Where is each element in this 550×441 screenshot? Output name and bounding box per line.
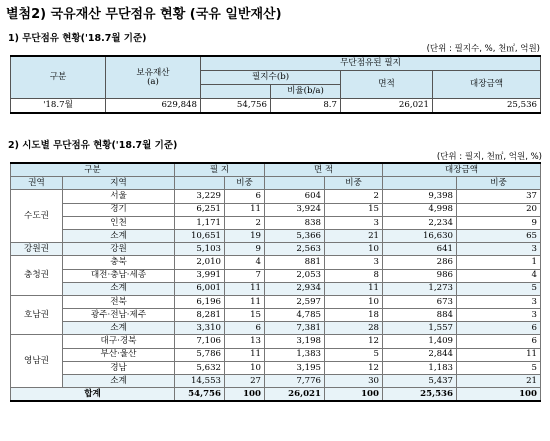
table-row: 강원권 강원 5,103 9 2,563 10 641 3 — [11, 243, 541, 256]
zone-label: 수도권 — [11, 190, 63, 243]
header-region: 지역 — [63, 177, 175, 190]
table-row: 인천 1,171 2 838 3 2,234 9 — [11, 216, 541, 229]
table-row: 영남권 대구·경북 7,106 13 3,198 12 1,409 6 — [11, 335, 541, 348]
header-zone: 권역 — [11, 177, 63, 190]
subtotal-row: 소계 10,651 19 5,366 21 16,630 65 — [11, 229, 541, 242]
header-share: 비중 — [325, 177, 383, 190]
header-ratio: 비율(b/a) — [271, 85, 341, 99]
section1-title: 1) 무단점유 현황('18.7월 기준) — [8, 33, 147, 44]
table-row: 경남 5,632 10 3,195 12 1,183 5 — [11, 361, 541, 374]
section2-unit: (단위 : 필지, 천㎡, 억원, %) — [436, 152, 542, 162]
subtotal-row: 소계 3,310 6 7,381 28 1,557 6 — [11, 322, 541, 335]
section2-title: 2) 시도별 무단점유 현황('18.7월 기준) — [8, 140, 178, 151]
header-occupied: 무단점유된 필지 — [201, 56, 541, 71]
regional-occupation-table — [10, 162, 541, 402]
header-parcels: 필 지 — [175, 163, 265, 177]
subtotal-row: 소계 6,001 11 2,934 11 1,273 5 — [11, 282, 541, 295]
zone-label: 호남권 — [11, 295, 63, 335]
header-area: 면 적 — [265, 163, 383, 177]
header-share: 비중 — [225, 177, 265, 190]
section1-unit: (단위 : 필지수, %, 천㎡, 억원) — [426, 44, 540, 54]
zone-label: 영남권 — [11, 335, 63, 388]
total-row: 합계 54,756 100 26,021 100 25,536 100 — [11, 388, 541, 402]
table-row: 충청권 충북 2,010 4 881 3 286 1 — [11, 256, 541, 269]
header-ledger: 대장금액 — [433, 71, 541, 99]
table-row: 광주·전남·제주 8,281 15 4,785 18 884 3 — [11, 309, 541, 322]
table-row: 대전·충남·세종 3,991 7 2,053 8 986 4 — [11, 269, 541, 282]
header-ledger: 대장금액 — [383, 163, 541, 177]
header-holding: 보유재산 (a) — [106, 56, 201, 99]
occupation-summary-table — [10, 55, 541, 114]
header-gubun: 구분 — [11, 56, 106, 99]
table-row: '18.7월 629,848 54,756 8.7 26,021 25,536 — [11, 99, 541, 114]
header-share: 비중 — [457, 177, 541, 190]
header-area: 면적 — [341, 71, 433, 99]
table-row: 경기 6,251 11 3,924 15 4,998 20 — [11, 203, 541, 216]
table-row: 수도권 서울 3,229 6 604 2 9,398 37 — [11, 190, 541, 203]
header-gubun: 구분 — [11, 163, 175, 177]
table-row: 호남권 전북 6,196 11 2,597 10 673 3 — [11, 295, 541, 308]
zone-label: 강원권 — [11, 243, 63, 256]
zone-label: 충청권 — [11, 256, 63, 296]
page-title: 별첨2) 국유재산 무단점유 현황 (국유 일반재산) — [6, 7, 282, 22]
table-row: 부산·울산 5,786 11 1,383 5 2,844 11 — [11, 348, 541, 361]
subtotal-row: 소계 14,553 27 7,776 30 5,437 21 — [11, 375, 541, 388]
header-parcels: 필지수(b) — [201, 71, 341, 85]
